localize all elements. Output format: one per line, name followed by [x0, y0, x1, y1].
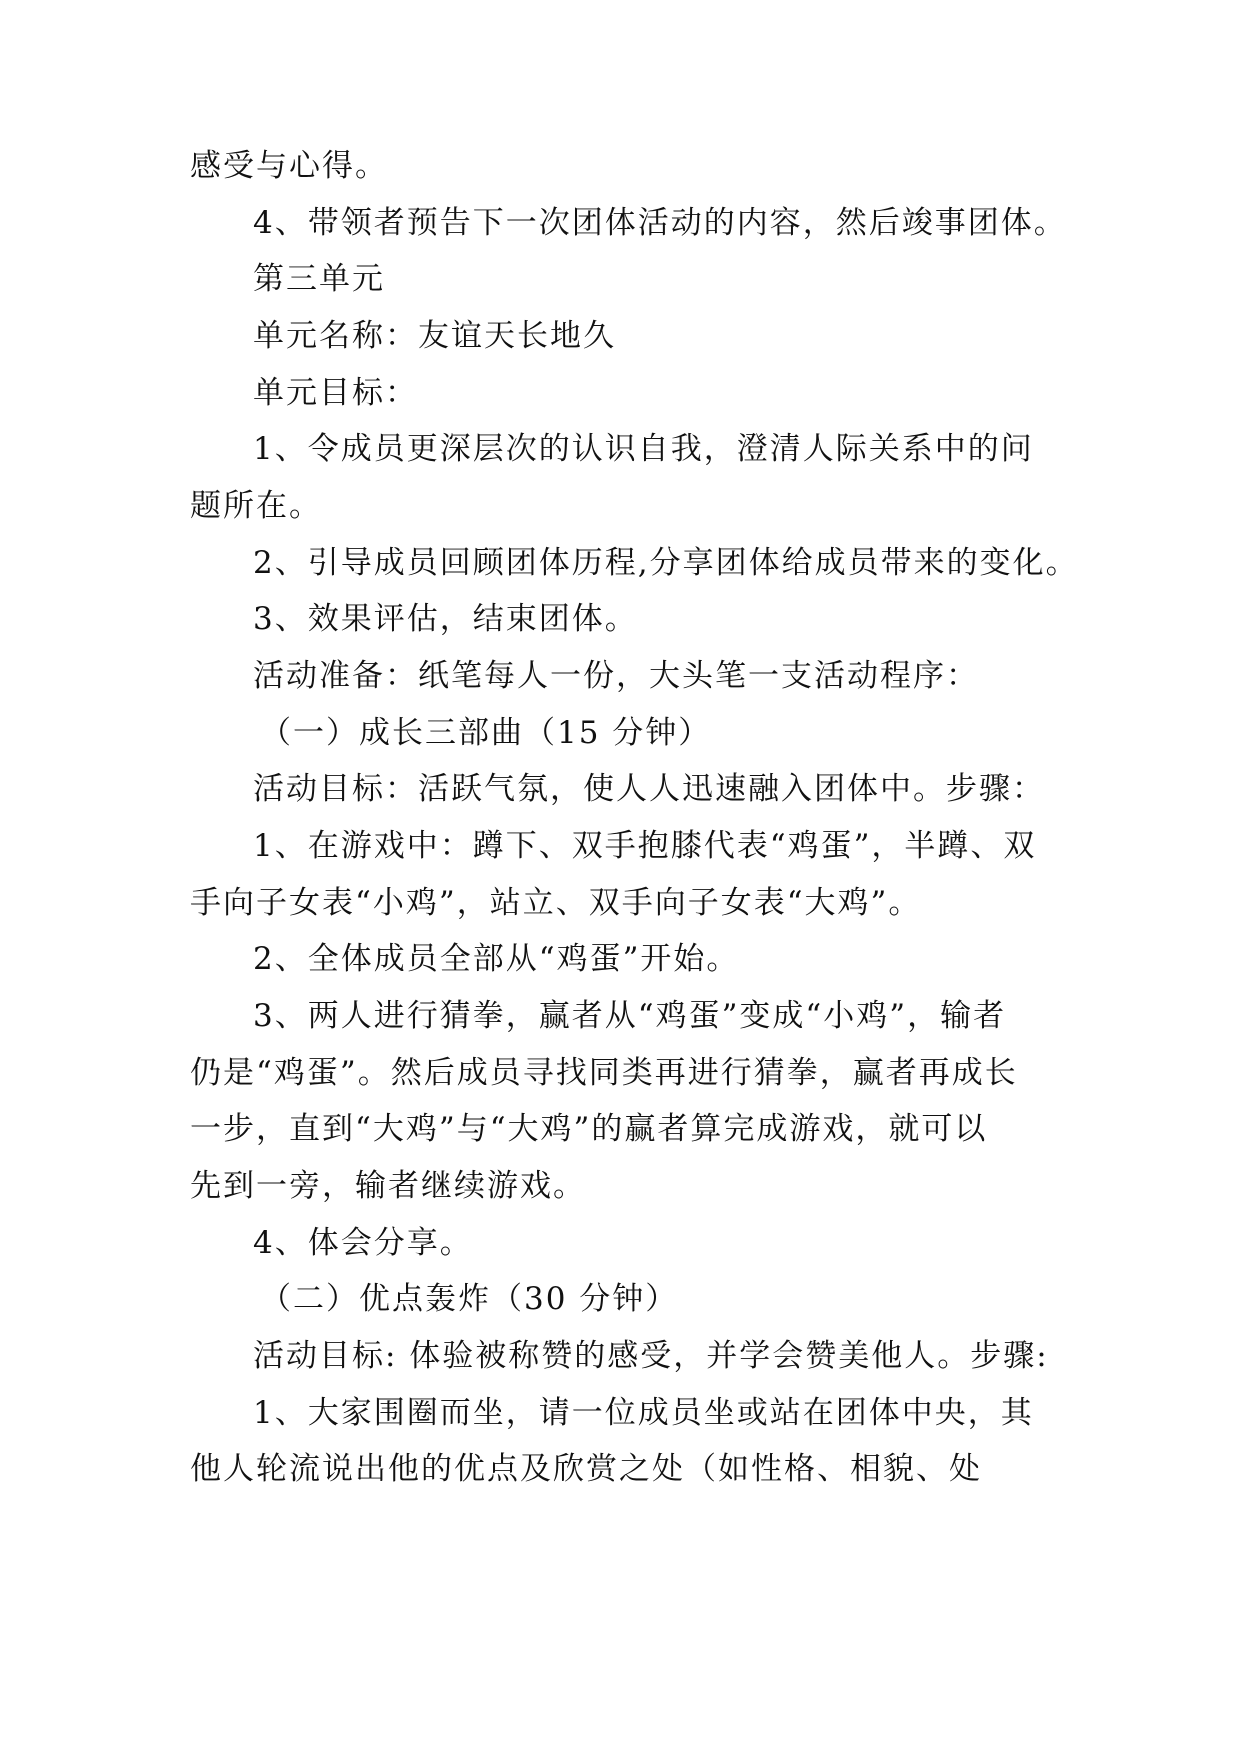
unit-goals-heading: 单元目标：	[253, 375, 418, 411]
activity-2-step-1-line: 1、大家围圈而坐，请一位成员坐或站在团体中央，其	[253, 1395, 1034, 1431]
activity-2-step-1-continuation: 他人轮流说出他的优点及欣赏之处（如性格、相貌、处	[190, 1451, 982, 1487]
activity-1-step-3-continuation-a: 仍是“鸡蛋”。然后成员寻找同类再进行猜拳，赢者再成长	[190, 1055, 1018, 1091]
activity-2-goal-line: 活动目标: 体验被称赞的感受，并学会赞美他人。步骤:	[253, 1338, 1049, 1374]
activity-1-step-2-line: 2、全体成员全部从“鸡蛋”开始。	[253, 941, 740, 977]
activity-preparation-line: 活动准备：纸笔每人一份，大头笔一支活动程序：	[253, 658, 979, 694]
goal-1-continuation: 题所在。	[190, 488, 322, 524]
activity-1-goal-line: 活动目标：活跃气氛，使人人迅速融入团体中。步骤：	[253, 771, 1045, 807]
activity-1-step-3-line: 3、两人进行猜拳，赢者从“鸡蛋”变成“小鸡”，输者	[253, 998, 1007, 1034]
goal-1-line: 1、令成员更深层次的认识自我，澄清人际关系中的问	[253, 431, 1034, 467]
unit-name-line: 单元名称：友谊天长地久	[253, 318, 616, 354]
activity-1-step-1-line: 1、在游戏中：蹲下、双手抱膝代表“鸡蛋”，半蹲、双	[253, 828, 1037, 864]
text-line-step-4: 4、带领者预告下一次团体活动的内容，然后竣事团体。	[253, 205, 1067, 241]
activity-1-step-3-continuation-c: 先到一旁，输者继续游戏。	[190, 1168, 586, 1204]
activity-1-step-3-continuation-b: 一步，直到“大鸡”与“大鸡”的赢者算完成游戏，就可以	[190, 1111, 988, 1147]
activity-1-heading: （一）成长三部曲（15 分钟）	[260, 715, 712, 751]
activity-2-heading: （二）优点轰炸（30 分钟）	[260, 1281, 679, 1317]
goal-3-line: 3、效果评估，结束团体。	[253, 601, 638, 637]
unit-heading: 第三单元	[253, 261, 385, 297]
activity-1-step-4-line: 4、体会分享。	[253, 1225, 473, 1261]
text-line-continuation: 感受与心得。	[190, 148, 388, 184]
activity-1-step-1-continuation: 手向子女表“小鸡”，站立、双手向子女表“大鸡”。	[190, 885, 922, 921]
goal-2-line: 2、引导成员回顾团体历程,分享团体给成员带来的变化。	[253, 545, 1079, 581]
